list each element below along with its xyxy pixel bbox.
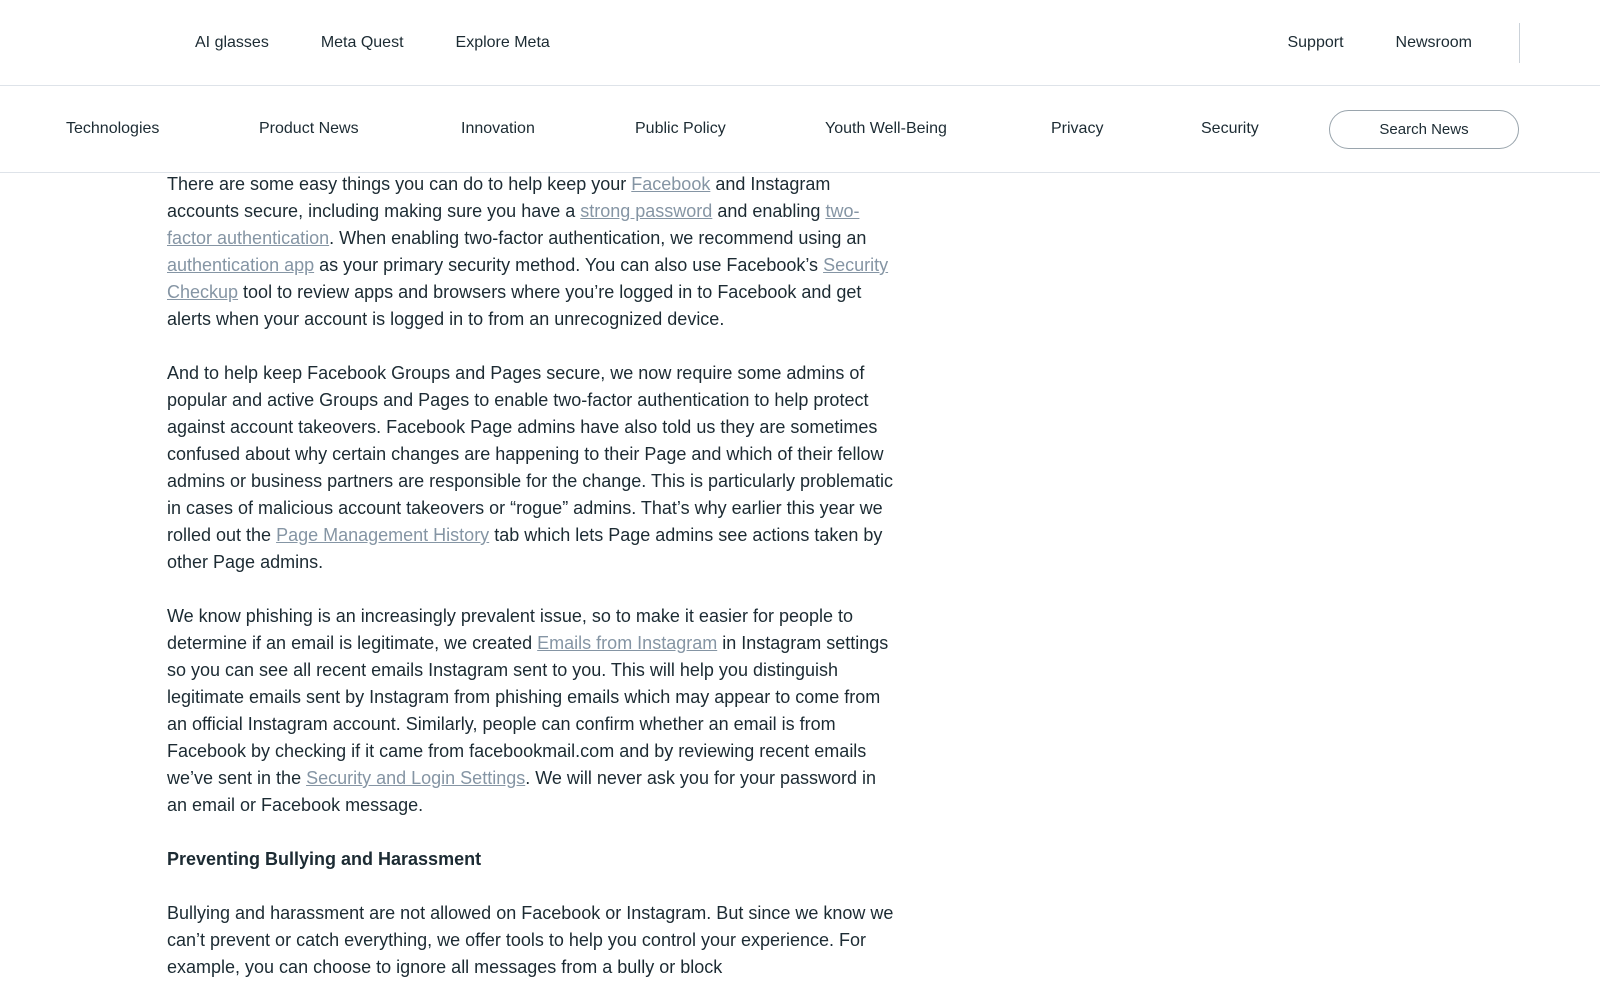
nav-divider bbox=[1519, 23, 1520, 63]
global-nav-left bbox=[195, 0, 550, 86]
category-nav bbox=[0, 86, 1600, 173]
text: as your primary security method. You can also use Facebook’s bbox=[314, 255, 824, 275]
global-nav-right bbox=[1287, 0, 1472, 86]
category-innovation[interactable]: Innovation bbox=[461, 120, 535, 137]
nav-link-ai-glasses[interactable]: AI glasses bbox=[195, 34, 269, 51]
category-security[interactable]: Security bbox=[1201, 120, 1259, 137]
category-youth-well-being[interactable]: Youth Well-Being bbox=[825, 120, 947, 137]
nav-link-explore-meta[interactable]: Explore Meta bbox=[455, 34, 550, 51]
search-news-button[interactable]: Search News bbox=[1329, 110, 1519, 149]
link-facebook[interactable]: Facebook bbox=[631, 174, 711, 194]
text: tab which lets Page admins see actions taken by other Page admins. bbox=[167, 525, 883, 572]
paragraph-groups-pages bbox=[167, 360, 899, 576]
text: and enabling bbox=[712, 201, 826, 221]
text: in Instagram settings so you can see all recent emails Instagram sent to you. This will help you distinguish legitimate emails sent by Instagram from phishing emails which may appear to come from an official Instagram account. Similarly, people can confirm whether an email is from Facebook by checking if it came from facebookmail.com and by reviewing recent emails we’ve sent in the bbox=[167, 633, 889, 788]
global-nav bbox=[0, 0, 1600, 86]
link-emails-from-instagram[interactable]: Emails from Instagram bbox=[537, 633, 718, 653]
article-body bbox=[167, 171, 899, 1008]
text: . We will never ask you for your password in an email or Facebook message. bbox=[167, 768, 877, 815]
link-security-login-settings[interactable]: Security and Login Settings bbox=[306, 768, 526, 788]
text: . When enabling two-factor authentication, we recommend using an bbox=[329, 228, 867, 248]
category-technologies[interactable]: Technologies bbox=[66, 120, 160, 137]
paragraph-account-security bbox=[167, 171, 899, 333]
text: And to help keep Facebook Groups and Pages secure, we now require some admins of popular and active Groups and Pages to enable two-factor authentication to help protect against account takeovers. Facebook Page admins have also told us they are sometimes confused about why certain changes are happening to their Page and which of their fellow admins or business partners are responsible for the change. This is particularly problematic in cases of malicious account takeovers or “rogue” admins. That’s why earlier this year we rolled out the bbox=[167, 363, 894, 545]
nav-link-meta-quest[interactable]: Meta Quest bbox=[320, 34, 404, 51]
paragraph-phishing bbox=[167, 603, 899, 819]
category-privacy[interactable]: Privacy bbox=[1051, 120, 1104, 137]
paragraph-bullying: Bullying and harassment are not allowed on Facebook or Instagram. But since we know we can’t prevent or catch everything, we offer tools to help you control your experience. For example, you can choose to ignore all messages from a bully or block bbox=[167, 903, 894, 977]
section-heading: Preventing Bullying and Harassment bbox=[167, 849, 482, 869]
link-two-factor-authentication[interactable]: two-factor authentication bbox=[167, 201, 860, 248]
text: We know phishing is an increasingly prevalent issue, so to make it easier for people to determine if an email is legitimate, we created bbox=[167, 606, 854, 653]
link-authentication-app[interactable]: authentication app bbox=[167, 255, 315, 275]
text: tool to review apps and browsers where you’re logged in to Facebook and get alerts when your account is logged in to from an unrecognized device. bbox=[167, 282, 862, 329]
category-product-news[interactable]: Product News bbox=[259, 120, 359, 137]
category-public-policy[interactable]: Public Policy bbox=[635, 120, 726, 137]
link-page-management-history[interactable]: Page Management History bbox=[276, 525, 490, 545]
nav-link-support[interactable]: Support bbox=[1287, 34, 1344, 51]
nav-link-newsroom[interactable]: Newsroom bbox=[1395, 34, 1472, 51]
text: and Instagram accounts secure, including making sure you have a bbox=[167, 174, 831, 221]
text: There are some easy things you can do to help keep your bbox=[167, 174, 632, 194]
link-security-checkup[interactable]: Security Checkup bbox=[167, 255, 889, 302]
link-strong-password[interactable]: strong password bbox=[580, 201, 713, 221]
